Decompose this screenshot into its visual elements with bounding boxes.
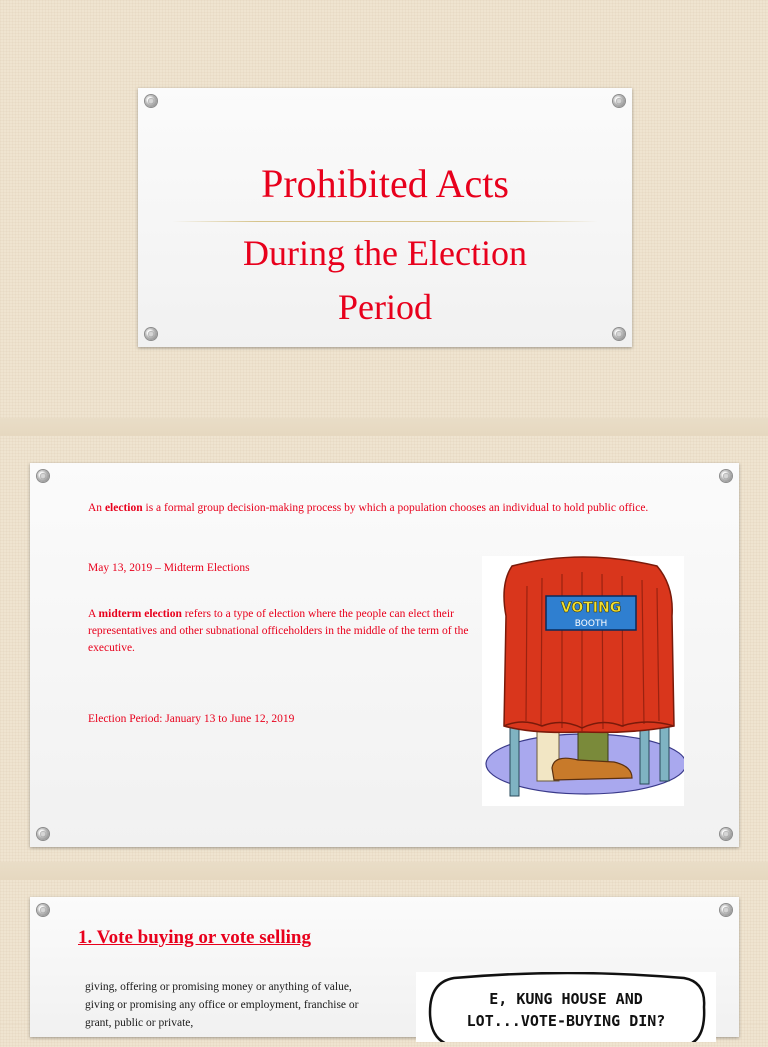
text-fragment: An xyxy=(88,502,105,514)
slide-divider-band xyxy=(0,418,768,436)
speech-bubble-cartoon xyxy=(416,972,716,1042)
bold-term-midterm: midterm election xyxy=(98,608,182,620)
screw-icon xyxy=(720,904,732,916)
voting-booth-icon xyxy=(482,556,684,806)
screw-icon xyxy=(37,828,49,840)
text-fragment: is a formal group decision-making process by which a population chooses an individual to hold public office. xyxy=(142,502,649,514)
text-fragment: A xyxy=(88,608,99,620)
text-fragment: refers to a type of election where the people can elect their representatives and other subnational officeholders in the middle of the term of the executive. xyxy=(88,608,469,654)
booth-sign-bottom: BOOTH xyxy=(574,619,608,629)
screw-icon xyxy=(613,95,625,107)
title-divider xyxy=(172,221,598,222)
screw-icon xyxy=(37,904,49,916)
election-period-line: Election Period: January 13 to June 12, 2019 xyxy=(88,713,295,725)
subtitle-line-1: During the Election xyxy=(243,233,527,273)
title-slide xyxy=(138,88,632,347)
bold-term-election: election xyxy=(104,502,143,514)
cartoon-line-2: LOT...VOTE-BUYING DIN? xyxy=(466,1012,666,1030)
midterm-definition-paragraph xyxy=(88,606,473,657)
election-definition-slide xyxy=(30,463,739,847)
subtitle-line-2: Period xyxy=(338,287,432,327)
vote-buying-slide xyxy=(30,897,739,1037)
screw-icon xyxy=(720,828,732,840)
slide-subtitle xyxy=(138,226,632,334)
screw-icon xyxy=(37,470,49,482)
slide-divider-band xyxy=(0,862,768,880)
election-definition-paragraph xyxy=(88,500,678,517)
screw-icon xyxy=(145,95,157,107)
midterm-date-line: May 13, 2019 – Midterm Elections xyxy=(88,562,250,574)
vote-buying-paragraph: giving, offering or promising money or anything of value, giving or promising any office or employment, franchise or grant, public or private, xyxy=(85,981,359,1029)
voting-booth-illustration xyxy=(482,556,684,806)
booth-sign-top: VOTING xyxy=(560,600,622,616)
screw-icon xyxy=(720,470,732,482)
slide-title: Prohibited Acts xyxy=(261,161,509,206)
vote-buying-heading: 1. Vote buying or vote selling xyxy=(78,927,311,948)
cartoon-line-1: E, KUNG HOUSE AND xyxy=(489,990,643,1008)
speech-bubble-icon xyxy=(416,972,716,1042)
